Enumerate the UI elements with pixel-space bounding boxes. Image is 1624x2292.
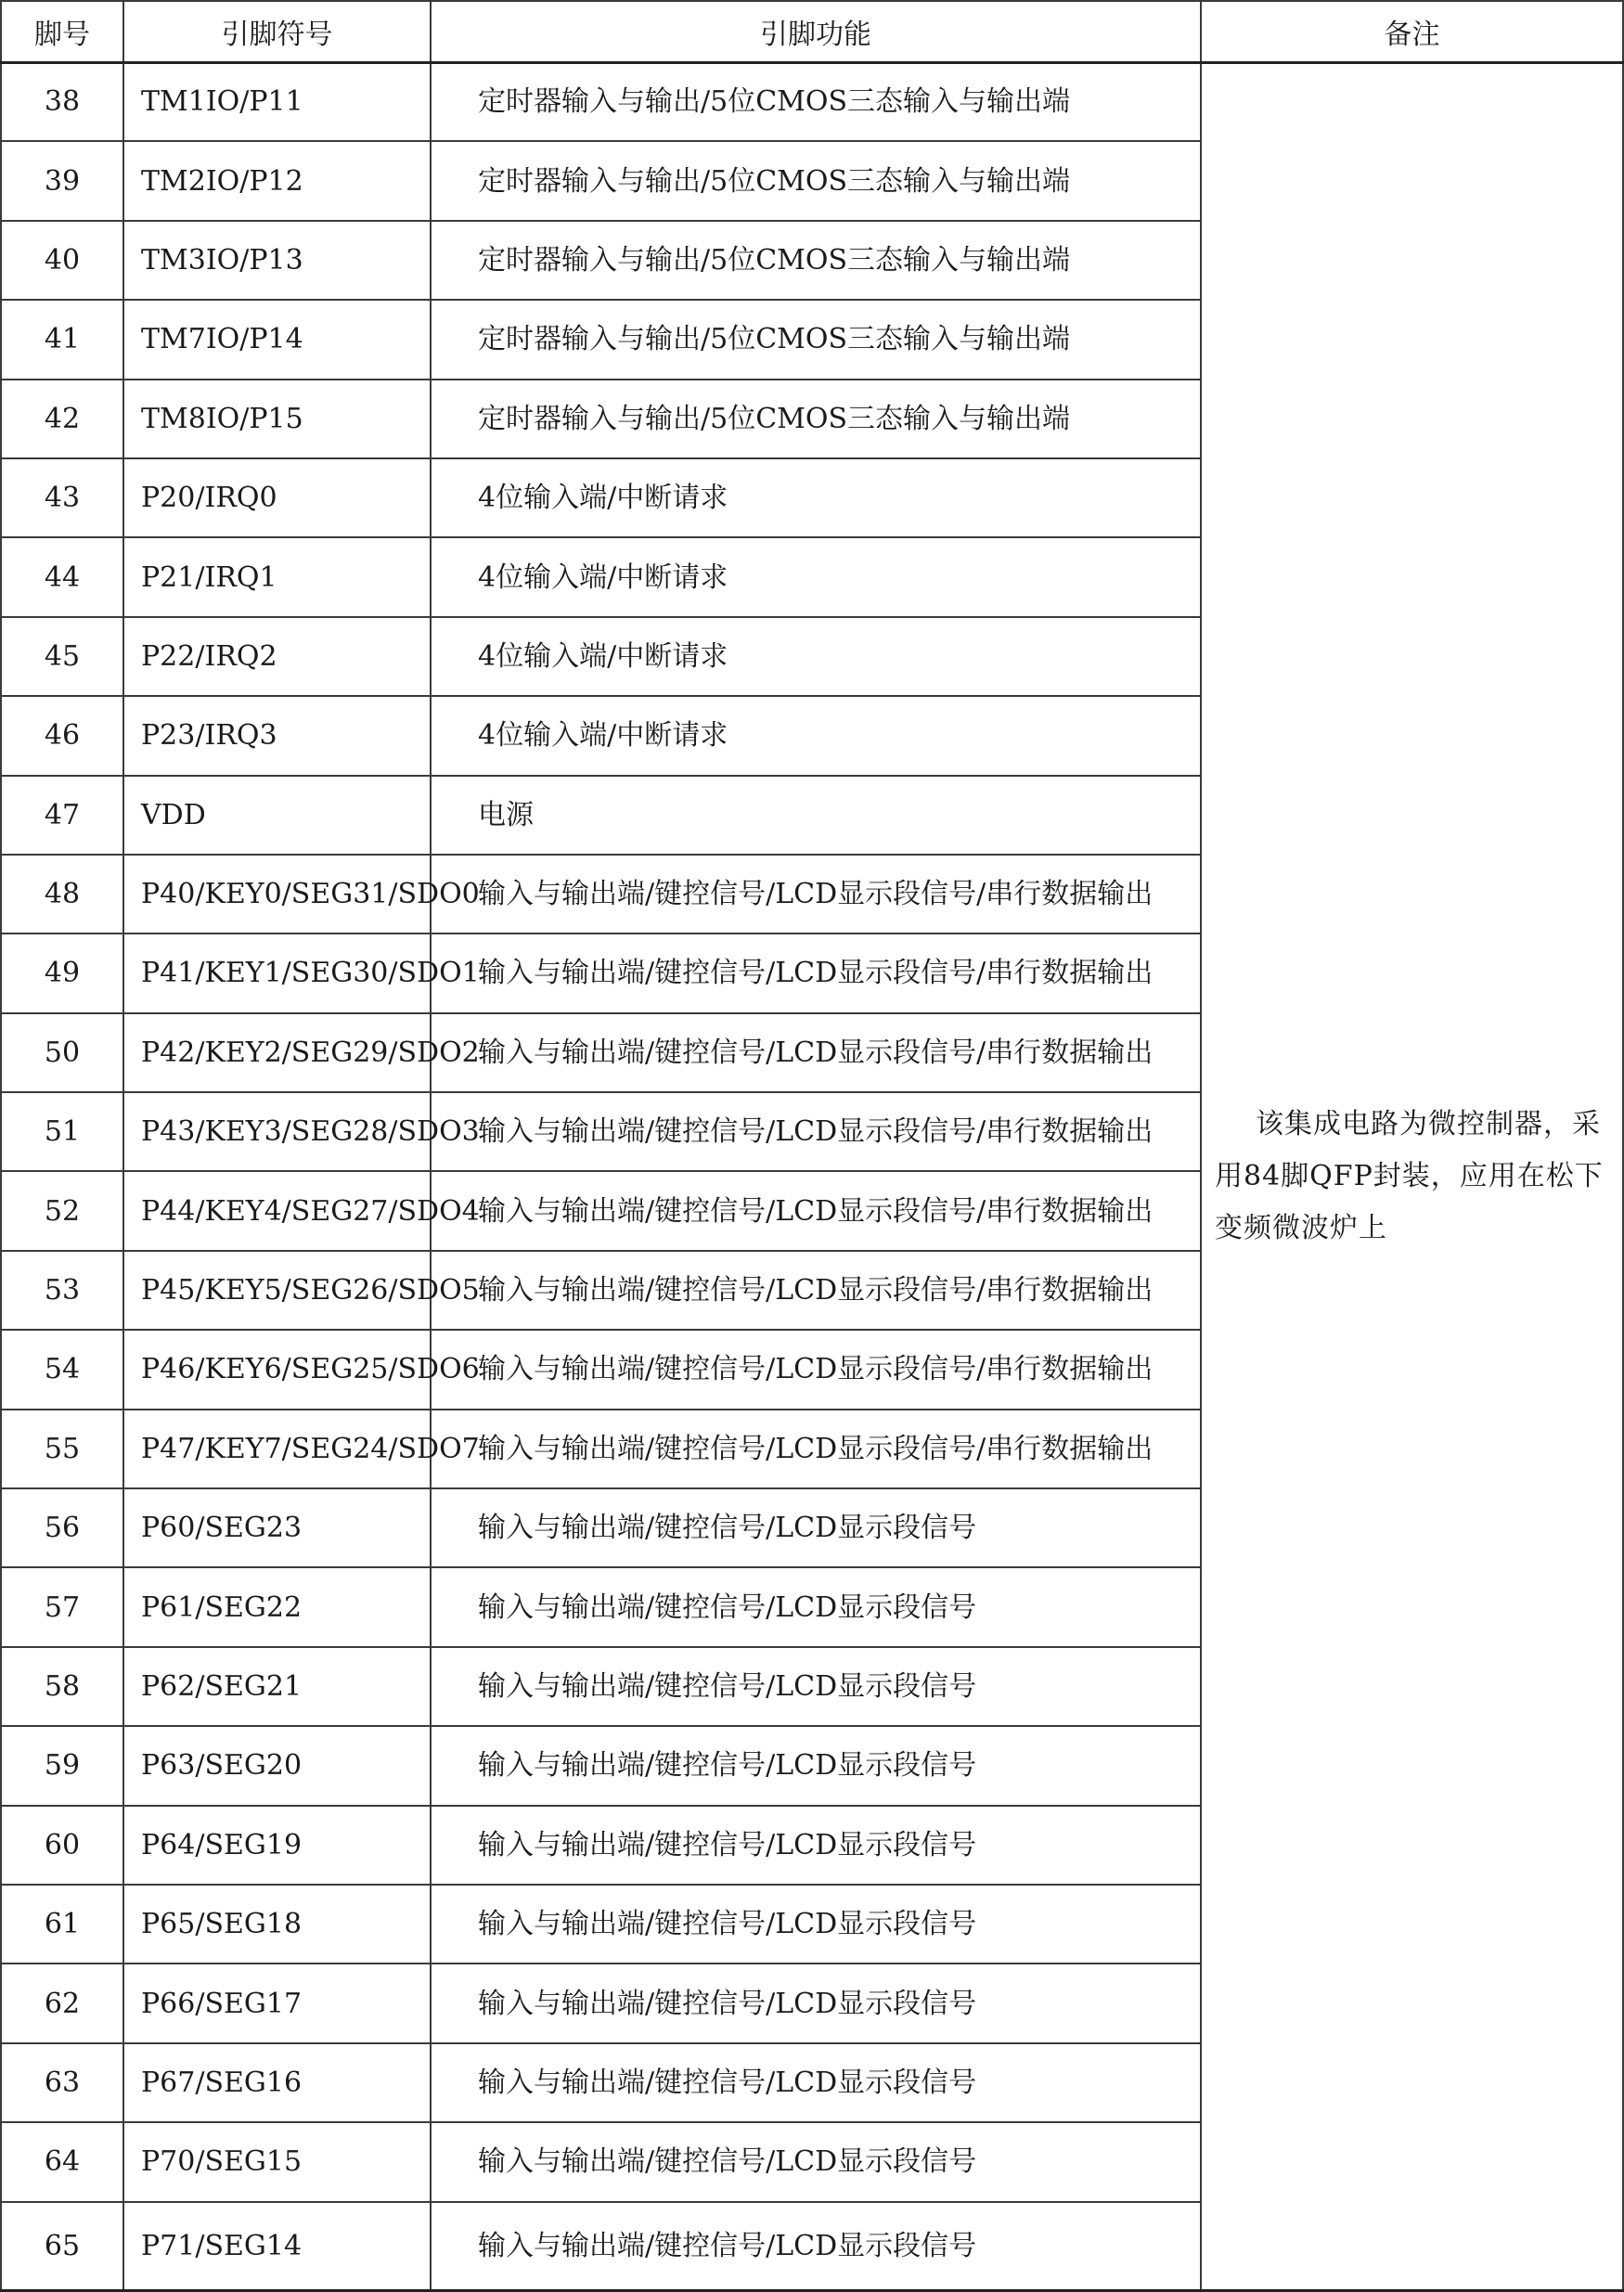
pin-number-cell: 62 bbox=[1, 1964, 123, 2042]
pin-symbol-cell: P47/KEY7/SEG24/SDO7 bbox=[123, 1410, 431, 1488]
pin-symbol-cell: P61/SEG22 bbox=[123, 1567, 431, 1646]
pin-function-cell: 输入与输出端/键控信号/LCD显示段信号/串行数据输出 bbox=[431, 1171, 1201, 1250]
pin-number-cell: 57 bbox=[1, 1567, 123, 1646]
pin-number-cell: 45 bbox=[1, 617, 123, 696]
pin-symbol-cell: P42/KEY2/SEG29/SDO2 bbox=[123, 1013, 431, 1092]
pin-number-cell: 65 bbox=[1, 2202, 123, 2291]
remarks-cell: 该集成电路为微控制器，采用84脚QFP封装，应用在松下变频微波炉上 bbox=[1201, 62, 1623, 2291]
pin-number-cell: 43 bbox=[1, 458, 123, 537]
pin-symbol-cell: P40/KEY0/SEG31/SDO0 bbox=[123, 855, 431, 934]
pin-symbol-cell: TM2IO/P12 bbox=[123, 141, 431, 220]
pin-function-cell: 定时器输入与输出/5位CMOS三态输入与输出端 bbox=[431, 380, 1201, 458]
table-body bbox=[1, 62, 1623, 2291]
pin-symbol-cell: TM1IO/P11 bbox=[123, 62, 431, 141]
pin-symbol-cell: P21/IRQ1 bbox=[123, 537, 431, 616]
pin-number-cell: 48 bbox=[1, 855, 123, 934]
pin-number-cell: 59 bbox=[1, 1726, 123, 1805]
pin-function-cell: 4位输入端/中断请求 bbox=[431, 458, 1201, 537]
pin-number-cell: 47 bbox=[1, 776, 123, 855]
pin-function-cell: 定时器输入与输出/5位CMOS三态输入与输出端 bbox=[431, 141, 1201, 220]
pin-function-cell: 输入与输出端/键控信号/LCD显示段信号 bbox=[431, 1567, 1201, 1646]
pin-function-cell: 输入与输出端/键控信号/LCD显示段信号/串行数据输出 bbox=[431, 1013, 1201, 1092]
pin-number-cell: 61 bbox=[1, 1885, 123, 1964]
pin-number-cell: 51 bbox=[1, 1092, 123, 1171]
pin-symbol-cell: P67/SEG16 bbox=[123, 2043, 431, 2122]
pin-number-cell: 38 bbox=[1, 62, 123, 141]
pin-function-cell: 输入与输出端/键控信号/LCD显示段信号 bbox=[431, 1647, 1201, 1726]
pin-symbol-cell: P20/IRQ0 bbox=[123, 458, 431, 537]
pin-symbol-cell: P45/KEY5/SEG26/SDO5 bbox=[123, 1251, 431, 1330]
pin-symbol-cell: P41/KEY1/SEG30/SDO1 bbox=[123, 934, 431, 1012]
pin-function-cell: 输入与输出端/键控信号/LCD显示段信号 bbox=[431, 1885, 1201, 1964]
pin-symbol-cell: VDD bbox=[123, 776, 431, 855]
pin-function-cell: 4位输入端/中断请求 bbox=[431, 537, 1201, 616]
pin-function-cell: 输入与输出端/键控信号/LCD显示段信号 bbox=[431, 1806, 1201, 1885]
pin-symbol-cell: P62/SEG21 bbox=[123, 1647, 431, 1726]
pin-function-cell: 定时器输入与输出/5位CMOS三态输入与输出端 bbox=[431, 300, 1201, 379]
header-pin-function: 引脚功能 bbox=[431, 1, 1201, 62]
pin-number-cell: 58 bbox=[1, 1647, 123, 1726]
table-row bbox=[1, 62, 1623, 141]
pin-function-cell: 4位输入端/中断请求 bbox=[431, 617, 1201, 696]
pin-function-cell: 4位输入端/中断请求 bbox=[431, 696, 1201, 775]
pin-number-cell: 39 bbox=[1, 141, 123, 220]
pin-symbol-cell: P71/SEG14 bbox=[123, 2202, 431, 2291]
pin-symbol-cell: P70/SEG15 bbox=[123, 2122, 431, 2201]
pin-number-cell: 54 bbox=[1, 1330, 123, 1409]
pin-symbol-cell: P63/SEG20 bbox=[123, 1726, 431, 1805]
pin-function-cell: 输入与输出端/键控信号/LCD显示段信号 bbox=[431, 1964, 1201, 2042]
pin-symbol-cell: P64/SEG19 bbox=[123, 1806, 431, 1885]
pin-function-cell: 输入与输出端/键控信号/LCD显示段信号/串行数据输出 bbox=[431, 855, 1201, 934]
pin-symbol-cell: P65/SEG18 bbox=[123, 1885, 431, 1964]
pin-symbol-cell: P22/IRQ2 bbox=[123, 617, 431, 696]
pin-function-cell: 输入与输出端/键控信号/LCD显示段信号/串行数据输出 bbox=[431, 1330, 1201, 1409]
header-pin-number: 脚号 bbox=[1, 1, 123, 62]
pin-function-cell: 定时器输入与输出/5位CMOS三态输入与输出端 bbox=[431, 221, 1201, 300]
pin-symbol-cell: TM3IO/P13 bbox=[123, 221, 431, 300]
pin-function-cell: 输入与输出端/键控信号/LCD显示段信号/串行数据输出 bbox=[431, 1092, 1201, 1171]
pin-function-cell: 输入与输出端/键控信号/LCD显示段信号 bbox=[431, 2043, 1201, 2122]
header-remarks: 备注 bbox=[1201, 1, 1623, 62]
pin-number-cell: 42 bbox=[1, 380, 123, 458]
pin-number-cell: 55 bbox=[1, 1410, 123, 1488]
pin-number-cell: 63 bbox=[1, 2043, 123, 2122]
pin-symbol-cell: P23/IRQ3 bbox=[123, 696, 431, 775]
pin-symbol-cell: P44/KEY4/SEG27/SDO4 bbox=[123, 1171, 431, 1250]
pin-function-cell: 输入与输出端/键控信号/LCD显示段信号/串行数据输出 bbox=[431, 1410, 1201, 1488]
pin-number-cell: 50 bbox=[1, 1013, 123, 1092]
pin-symbol-cell: P60/SEG23 bbox=[123, 1488, 431, 1567]
header-pin-symbol: 引脚符号 bbox=[123, 1, 431, 62]
pin-symbol-cell: P66/SEG17 bbox=[123, 1964, 431, 2042]
pin-number-cell: 56 bbox=[1, 1488, 123, 1567]
pin-function-cell: 输入与输出端/键控信号/LCD显示段信号 bbox=[431, 1488, 1201, 1567]
pin-function-cell: 定时器输入与输出/5位CMOS三态输入与输出端 bbox=[431, 62, 1201, 141]
pin-number-cell: 49 bbox=[1, 934, 123, 1012]
pin-number-cell: 60 bbox=[1, 1806, 123, 1885]
pin-function-cell: 电源 bbox=[431, 776, 1201, 855]
pin-number-cell: 52 bbox=[1, 1171, 123, 1250]
pin-function-cell: 输入与输出端/键控信号/LCD显示段信号 bbox=[431, 2122, 1201, 2201]
pin-number-cell: 64 bbox=[1, 2122, 123, 2201]
pin-number-cell: 44 bbox=[1, 537, 123, 616]
pin-function-cell: 输入与输出端/键控信号/LCD显示段信号 bbox=[431, 1726, 1201, 1805]
pin-number-cell: 40 bbox=[1, 221, 123, 300]
table-header-row bbox=[1, 1, 1623, 62]
pin-function-cell: 输入与输出端/键控信号/LCD显示段信号/串行数据输出 bbox=[431, 934, 1201, 1012]
pin-symbol-cell: P46/KEY6/SEG25/SDO6 bbox=[123, 1330, 431, 1409]
pin-function-cell: 输入与输出端/键控信号/LCD显示段信号/串行数据输出 bbox=[431, 1251, 1201, 1330]
pin-symbol-cell: TM7IO/P14 bbox=[123, 300, 431, 379]
pin-function-cell: 输入与输出端/键控信号/LCD显示段信号 bbox=[431, 2202, 1201, 2291]
pin-number-cell: 53 bbox=[1, 1251, 123, 1330]
pin-number-cell: 41 bbox=[1, 300, 123, 379]
pin-symbol-cell: P43/KEY3/SEG28/SDO3 bbox=[123, 1092, 431, 1171]
pin-symbol-cell: TM8IO/P15 bbox=[123, 380, 431, 458]
pin-number-cell: 46 bbox=[1, 696, 123, 775]
